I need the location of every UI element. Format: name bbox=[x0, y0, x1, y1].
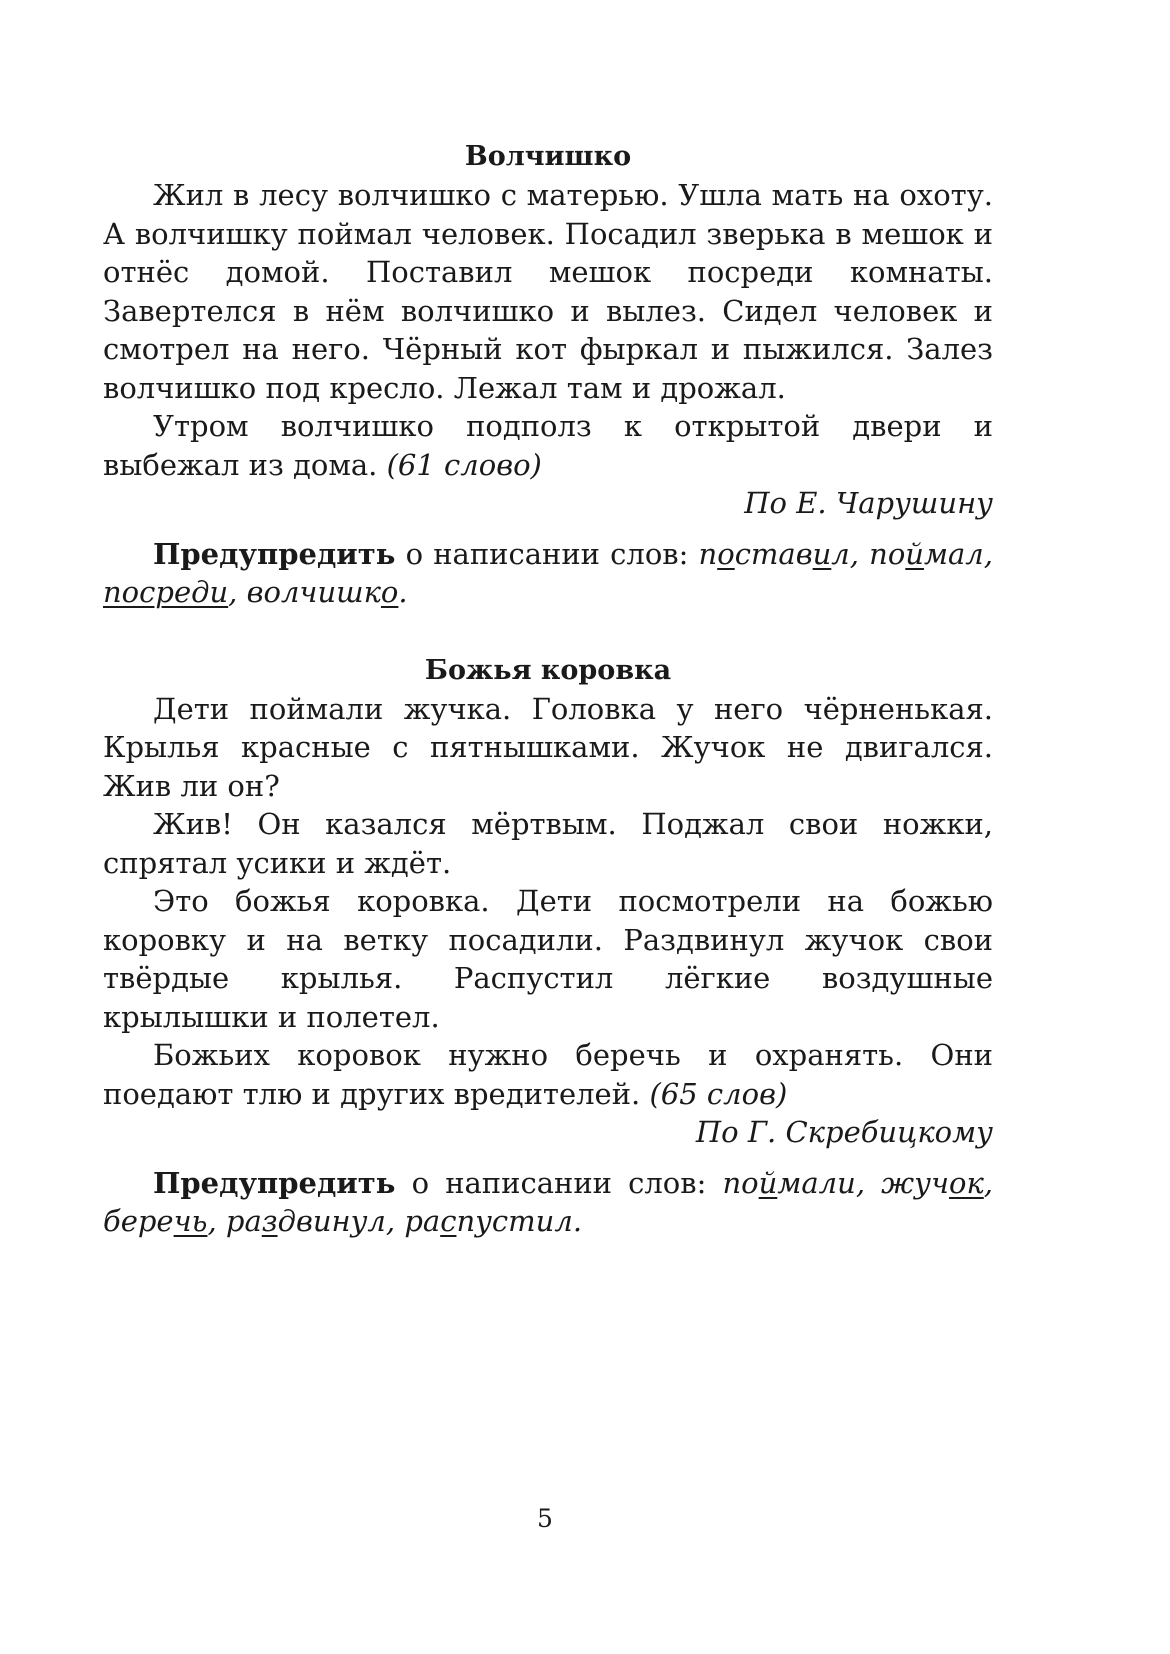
underlined-letter: и bbox=[812, 536, 832, 571]
separator: , bbox=[385, 1204, 405, 1238]
underlined-letter: с bbox=[440, 1204, 457, 1238]
word-part: жуч bbox=[881, 1165, 949, 1200]
underlined-letter: посреди bbox=[103, 575, 229, 609]
page-content bbox=[103, 138, 993, 1241]
page-number: 5 bbox=[537, 1504, 553, 1533]
warning-text: о написании слов: bbox=[395, 536, 699, 571]
word-count: (65 слов) bbox=[649, 1076, 788, 1111]
warning-text: о написании слов: bbox=[395, 1165, 723, 1200]
separator: , bbox=[228, 575, 247, 609]
underlined-letter: о bbox=[717, 536, 735, 571]
word-count: (61 слово) bbox=[386, 447, 542, 482]
word-part: пустил bbox=[456, 1204, 573, 1238]
spelling-warning bbox=[103, 1164, 993, 1241]
story-author: По Е. Чарушину bbox=[744, 486, 993, 520]
separator: , bbox=[983, 536, 993, 571]
separator: , bbox=[849, 536, 870, 571]
spelling-warning bbox=[103, 535, 993, 612]
separator: . bbox=[398, 575, 408, 609]
story-paragraph bbox=[103, 1036, 993, 1113]
section-gap bbox=[103, 612, 993, 652]
warning-label: Предупредить bbox=[153, 1165, 396, 1200]
paragraph-text: Божьих коровок нужно беречь и охранять. Они поедают тлю и других вредителей. bbox=[103, 1038, 993, 1111]
word-part: бере bbox=[103, 1204, 174, 1238]
word-part: по bbox=[722, 1165, 759, 1200]
word-part: по bbox=[869, 536, 906, 571]
word-part: л bbox=[831, 536, 850, 571]
word-part: мал bbox=[923, 536, 984, 571]
story-bozhya-korovka bbox=[103, 652, 993, 1241]
separator: , bbox=[855, 1165, 882, 1200]
story-paragraph: Жил в лесу волчишко с матерью. Ушла мать на охоту. А волчишку поймал человек. Посадил зверька в мешок и отнёс домой. Поставил мешок посреди комнаты. Завертелся в нём волчишко и вылез. Сидел человек и смотрел на него. Чёрный кот фыркал и пыжился. Залез волчишко под кресло. Лежал там и дрожал. bbox=[103, 178, 993, 405]
underlined-letter: й bbox=[905, 536, 924, 571]
underlined-letter: чь bbox=[173, 1204, 208, 1238]
story-volchishko bbox=[103, 138, 993, 612]
separator: , bbox=[207, 1204, 226, 1238]
underlined-letter: ок bbox=[949, 1165, 984, 1200]
word-part: ра bbox=[225, 1204, 262, 1238]
paragraph-text: Утром волчишко подполз к открытой двери и выбежал из дома. bbox=[103, 409, 993, 482]
underlined-letter: й bbox=[758, 1165, 778, 1200]
story-paragraph: Это божья коровка. Дети посмотрели на божью коровку и на ветку посадили. Раздвинул жучок свои твёрдые крылья. Распустил лёгкие воздушные крылышки и полетел. bbox=[103, 884, 993, 1034]
story-author: По Г. Скребицкому bbox=[695, 1115, 993, 1149]
word-part: двинул bbox=[277, 1204, 386, 1238]
story-title: Волчишко bbox=[464, 141, 632, 172]
warning-label: Предупредить bbox=[153, 536, 396, 571]
word-part: мали bbox=[777, 1165, 856, 1200]
separator: , bbox=[983, 1165, 993, 1200]
word-part: ра bbox=[404, 1204, 441, 1238]
story-paragraph: Дети поймали жучка. Головка у него чёрненькая. Крылья красные с пятнышками. Жучок не двигался. Жив ли он? bbox=[103, 691, 993, 803]
story-title: Божья коровка bbox=[424, 654, 672, 686]
word-part: п bbox=[698, 536, 718, 571]
story-paragraph bbox=[103, 407, 993, 484]
underlined-letter: з bbox=[261, 1204, 278, 1238]
separator: . bbox=[572, 1204, 583, 1238]
word-part: волчишк bbox=[246, 575, 381, 609]
underlined-letter: о bbox=[380, 575, 399, 609]
story-paragraph: Жив! Он казался мёртвым. Поджал свои ножки, спрятал усики и ждёт. bbox=[103, 807, 993, 880]
word-part: став bbox=[734, 536, 813, 571]
